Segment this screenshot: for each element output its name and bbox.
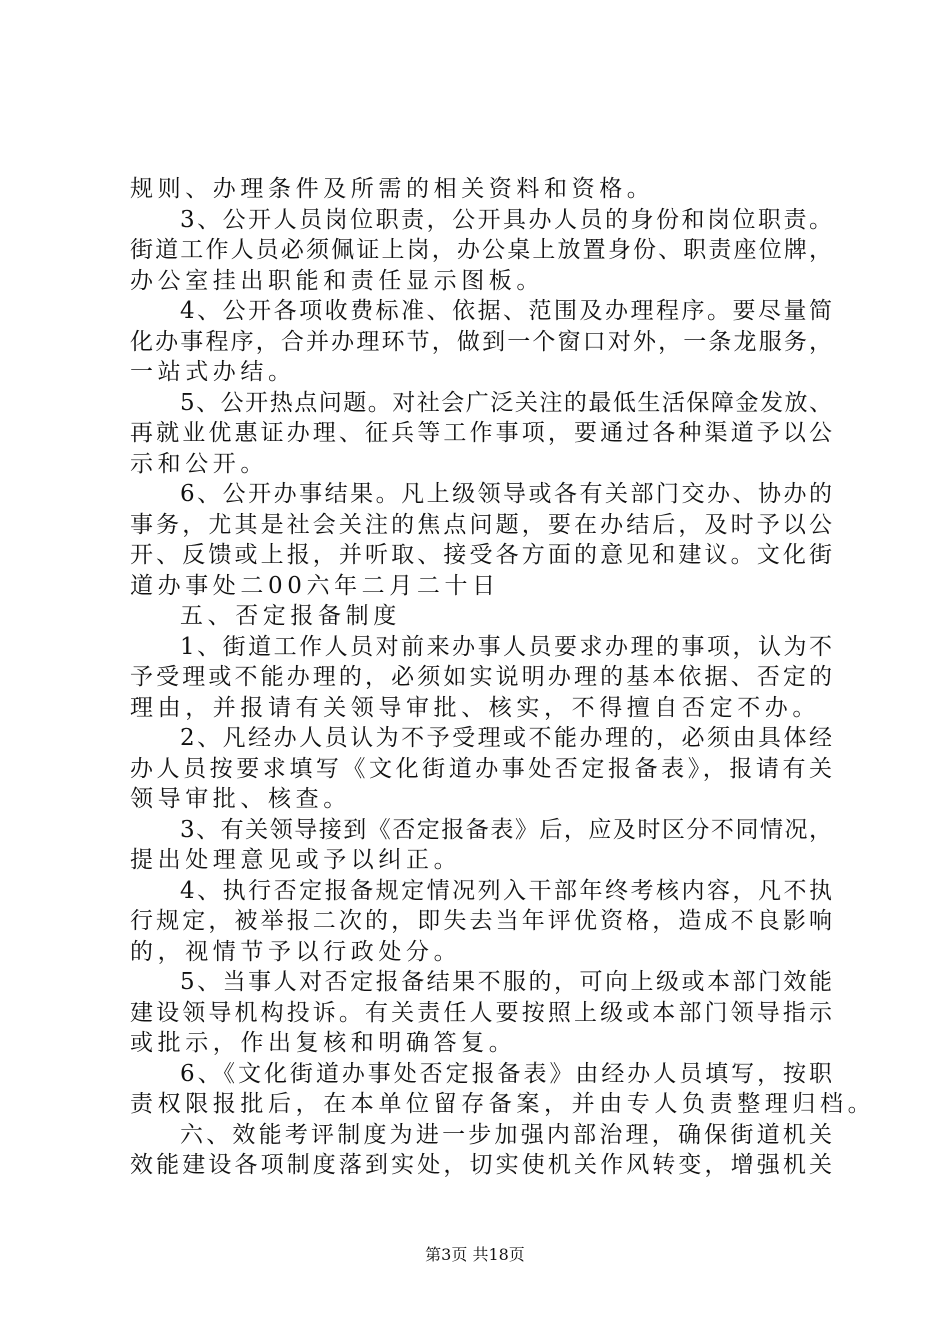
text-line: 一站式办结。 [130,359,296,385]
document-body [130,174,876,1181]
text-line: 予受理或不能办理的，必须如实说明办理的基本依据、否定的 [130,664,832,690]
text-line: 办公室挂出职能和责任显示图板。 [130,267,544,294]
text-line: 规则、办理条件及所需的相关资料和资格。 [130,176,655,202]
text-line: 5、当事人对否定报备结果不服的，可向上级或本部门效能 [180,969,832,995]
text-line: 1、街道工作人员对前来办事人员要求办理的事项，认为不 [180,633,832,660]
text-line: 再就业优惠证办理、征兵等工作事项，要通过各种渠道予以公 [130,420,832,446]
text-line: 五、否定报备制度 [180,603,401,629]
text-line: 理由，并报请有关领导审批、核实，不得擅自否定不办。 [130,694,820,721]
text-line: 的，视情节予以行政处分。 [130,938,462,965]
text-line: 街道工作人员必须佩证上岗，办公桌上放置身份、职责座位牌， [130,237,832,263]
text-line: 开、反馈或上报，并听取、接受各方面的意见和建议。文化街 [130,542,832,568]
text-line: 办人员按要求填写《文化街道办事处否定报备表》，报请有关 [130,755,832,782]
text-line: 化办事程序，合并办理环节，做到一个窗口对外，一条龙服务， [130,328,832,355]
text-line: 事务，尤其是社会关注的焦点问题，要在办结后，及时予以公 [130,511,832,538]
text-line: 3、公开人员岗位职责，公开具办人员的身份和岗位职责。 [180,206,832,233]
text-line: 效能建设各项制度落到实处，切实使机关作风转变，增强机关 [130,1152,832,1178]
text-line: 示和公开。 [130,450,268,477]
text-line: 行规定，被举报二次的，即失去当年评优资格，造成不良影响 [130,908,832,934]
text-line: 4、执行否定报备规定情况列入干部年终考核内容，凡不执 [180,877,832,904]
text-line: 6、公开办事结果。凡上级领导或各有关部门交办、协办的 [180,481,832,507]
text-line: 6、《文化街道办事处否定报备表》由经办人员填写，按职 [180,1060,832,1087]
text-line: 2、凡经办人员认为不予受理或不能办理的，必须由具体经 [180,725,832,751]
text-line: 4、公开各项收费标准、依据、范围及办理程序。要尽量简 [180,298,832,324]
text-line: 领导审批、核查。 [130,786,351,812]
text-line: 责权限报批后，在本单位留存备案，并由专人负责整理归档。 [130,1091,876,1117]
text-line: 提出处理意见或予以纠正。 [130,847,462,873]
text-line: 3、有关领导接到《否定报备表》后，应及时区分不同情况， [180,816,832,843]
text-line: 5、公开热点问题。对社会广泛关注的最低生活保障金发放、 [180,389,832,416]
page-footer: 第3页 共18页 [425,1245,525,1264]
text-line: 六、效能考评制度为进一步加强内部治理，确保街道机关 [180,1121,832,1148]
text-line: 建设领导机构投诉。有关责任人要按照上级或本部门领导指示 [130,999,832,1026]
text-line: 或批示，作出复核和明确答复。 [130,1030,517,1056]
text-line: 道办事处二00六年二月二十日 [130,572,500,599]
